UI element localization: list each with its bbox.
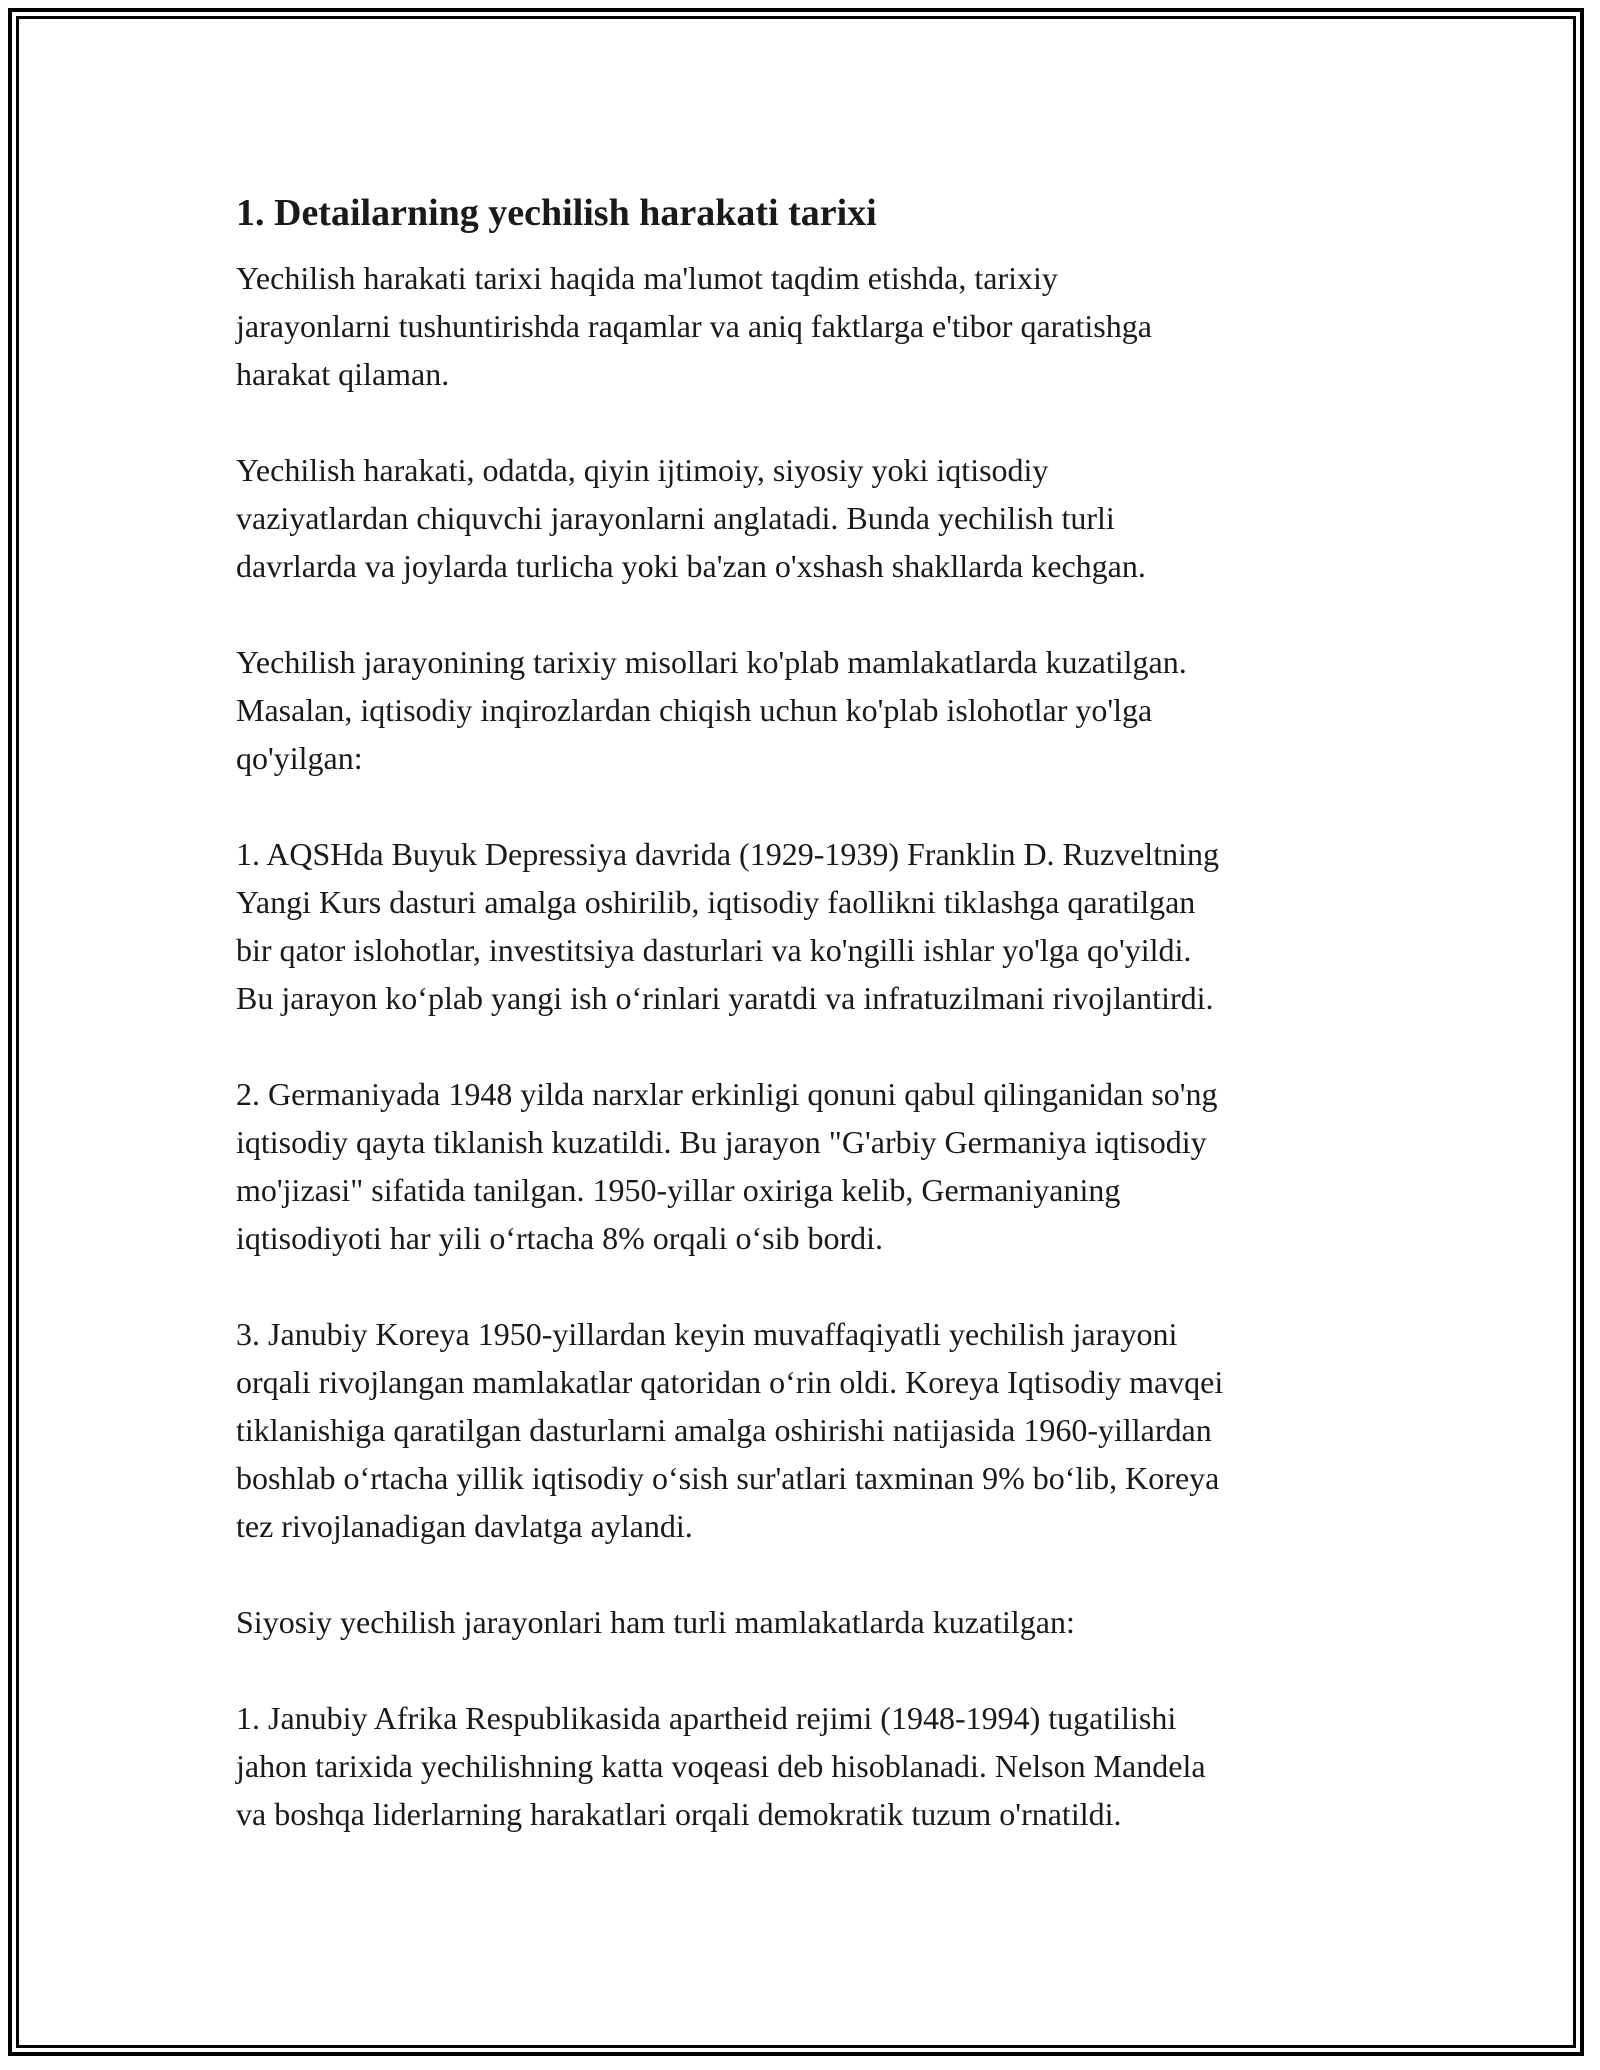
list-item-south-africa: 1. Janubiy Afrika Respublikasida apartheid rejimi (1948-1994) tugatilishi jahon tarixida yechilishning katta voqeasi deb hisoblanadi. Nelson Mandela va boshqa liderlarning harakatlari orqali demokratik tuzum o'rnatildi.: [236, 1700, 1206, 1832]
section-title: 1. Detailarning yechilish harakati tarixi: [236, 192, 877, 234]
paragraph-political-intro: Siyosiy yechilish jarayonlari ham turli mamlakatlarda kuzatilgan:: [236, 1604, 1075, 1640]
paragraph-definition: Yechilish harakati, odatda, qiyin ijtimoiy, siyosiy yoki iqtisodiy vaziyatlardan chiquvchi jarayonlarni anglatadi. Bunda yechilish turli davrlarda va joylarda turlicha yoki ba'zan o'xshash shakllarda kechgan.: [236, 452, 1146, 584]
document-body: [236, 188, 1376, 1886]
paragraph-intro: Yechilish harakati tarixi haqida ma'lumot taqdim etishda, tarixiy jarayonlarni tushuntirishda raqamlar va aniq faktlarga e'tibor qaratishga harakat qilaman.: [236, 260, 1152, 392]
list-item-germany: 2. Germaniyada 1948 yilda narxlar erkinligi qonuni qabul qilinganidan so'ng iqtisodiy qayta tiklanish kuzatildi. Bu jarayon "G'arbiy Germaniya iqtisodiy mo'jizasi" sifatida tanilgan. 1950-yillar oxiriga kelib, Germaniyaning iqtisodiyoti har yili o‘rtacha 8% orqali o‘sib bordi.: [236, 1076, 1218, 1256]
paragraph-economic-examples-intro: Yechilish jarayonining tarixiy misollari ko'plab mamlakatlarda kuzatilgan. Masalan, iqtisodiy inqirozlardan chiqish uchun ko'plab islohotlar yo'lga qo'yilgan:: [236, 644, 1187, 776]
list-item-south-korea: 3. Janubiy Koreya 1950-yillardan keyin muvaffaqiyatli yechilish jarayoni orqali rivojlangan mamlakatlar qatoridan o‘rin oldi. Koreya Iqtisodiy mavqei tiklanishiga qaratilgan dasturlarni amalga oshirishi natijasida 1960-yillardan boshlab o‘rtacha yillik iqtisodiy o‘sish sur'atlari taxminan 9% bo‘lib, Koreya tez rivojlanadigan davlatga aylandi.: [236, 1316, 1224, 1544]
list-item-usa: 1. AQSHda Buyuk Depressiya davrida (1929-1939) Franklin D. Ruzveltning Yangi Kurs dasturi amalga oshirilib, iqtisodiy faollikni tiklashga qaratilgan bir qator islohotlar, investitsiya dasturlari va ko'ngilli ishlar yo'lga qo'yildi. Bu jarayon ko‘plab yangi ish o‘rinlari yaratdi va infratuzilmani rivojlantirdi.: [236, 836, 1219, 1016]
